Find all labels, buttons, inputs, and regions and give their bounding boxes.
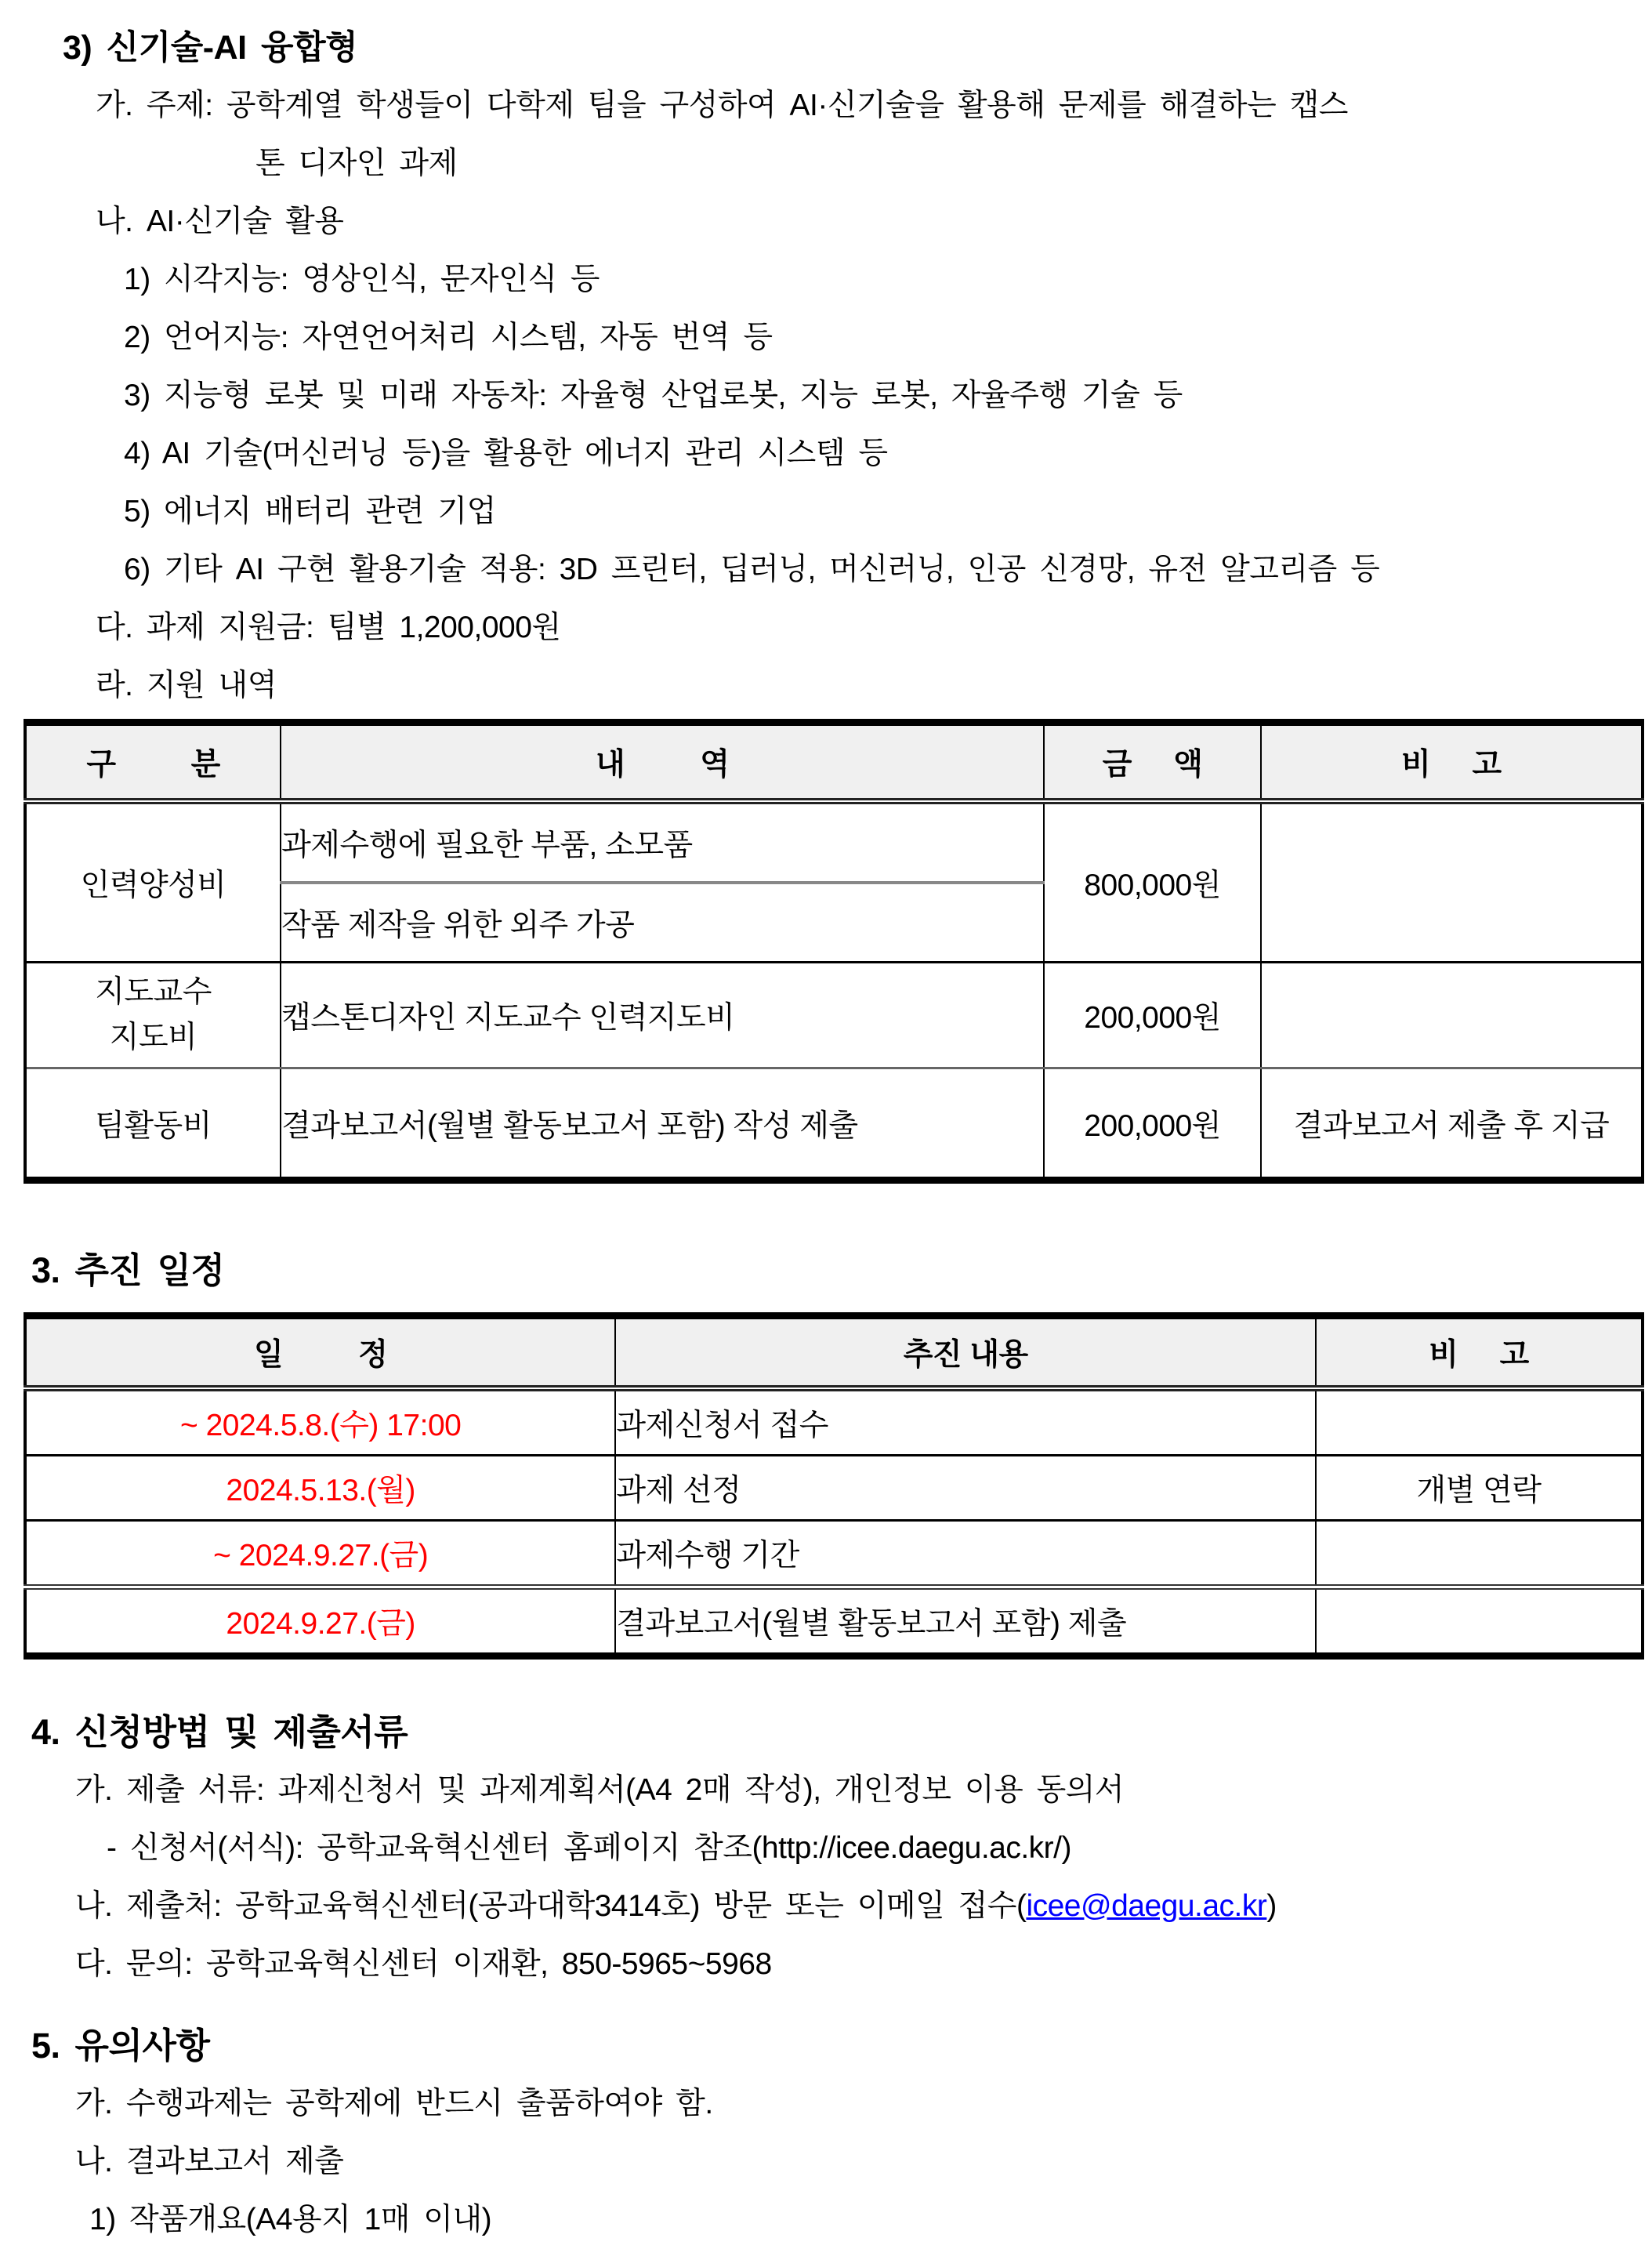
support-table (24, 719, 1644, 1184)
schedule-section-heading: 3. 추진 일정 (31, 1250, 225, 1290)
tech-usage-item-2: 2) 언어지능: 자연언어처리 시스템, 자동 번역 등 (124, 321, 773, 354)
support-row1-note (1261, 801, 1643, 963)
schedule-row2-date: 2024.5.13.(월) (25, 1456, 615, 1521)
apply-line-documents: 가. 제출 서류: 과제신청서 및 과제계획서(A4 2매 작성), 개인정보 이용 동의서 (75, 1773, 1125, 1807)
schedule-table-row (25, 1388, 1643, 1456)
apply-line-form: - 신청서(서식): 공학교육혁신센터 홈페이지 참조(http://icee.daegu.ac.kr/) (107, 1831, 1071, 1865)
notes-line-exhibit: 가. 수행과제는 공학제에 반드시 출품하여야 함. (75, 2087, 713, 2120)
tech-usage-item-3: 3) 지능형 로봇 및 미래 자동차: 자율형 산업로봇, 지능 로봇, 자율주행 기술 등 (124, 379, 1183, 412)
support-row2-note (1261, 963, 1643, 1068)
tech-usage-heading: 나. AI·신기술 활용 (96, 205, 344, 238)
schedule-table-header-row (25, 1316, 1643, 1389)
support-header-note: 비 고 (1261, 723, 1643, 802)
support-row3-amount: 200,000원 (1044, 1068, 1261, 1181)
support-row2-category (25, 963, 281, 1068)
notes-line-report: 나. 결과보고서 제출 (75, 2145, 344, 2178)
tech-topic-line1: 가. 주제: 공학계열 학생들이 다학제 팀을 구성하여 AI·신기술을 활용해 문제를 해결하는 캡스 (96, 89, 1348, 122)
support-row2-detail: 캡스톤디자인 지도교수 인력지도비 (281, 963, 1044, 1068)
support-table-header-row (25, 723, 1643, 802)
schedule-row3-note (1316, 1521, 1643, 1587)
support-header-detail: 내 역 (281, 723, 1044, 802)
schedule-table-row (25, 1456, 1643, 1521)
apply-line-submission-prefix: 나. 제출처: 공학교육혁신센터(공과대학3414호) 방문 또는 이메일 접수( (75, 1889, 1027, 1923)
schedule-header-content: 추진 내용 (615, 1316, 1316, 1389)
apply-line-submission-suffix: ) (1266, 1889, 1277, 1923)
support-row3-note: 결과보고서 제출 후 지급 (1261, 1068, 1643, 1181)
support-table-row (25, 801, 1643, 883)
support-header-amount: 금 액 (1044, 723, 1261, 802)
email-link[interactable]: icee@daegu.ac.kr (1026, 1889, 1267, 1923)
tech-grant-line: 다. 과제 지원금: 팀별 1,200,000원 (96, 611, 561, 644)
schedule-table-row (25, 1587, 1643, 1656)
schedule-row3-date: ~ 2024.9.27.(금) (25, 1521, 615, 1587)
apply-line-submission (75, 1877, 1652, 1935)
tech-usage-item-4: 4) AI 기술(머신러닝 등)을 활용한 에너지 관리 시스템 등 (124, 437, 888, 470)
schedule-row4-content: 결과보고서(월별 활동보고서 포함) 제출 (615, 1587, 1316, 1656)
notes-section-heading: 5. 유의사항 (31, 2026, 210, 2066)
schedule-header-note: 비 고 (1316, 1316, 1643, 1389)
apply-line-contact: 다. 문의: 공학교육혁신센터 이재환, 850-5965~5968 (75, 1947, 772, 1981)
schedule-row1-content: 과제신청서 접수 (615, 1388, 1316, 1456)
schedule-row2-note: 개별 연락 (1316, 1456, 1643, 1521)
support-row3-category: 팀활동비 (25, 1068, 281, 1181)
support-table-row (25, 963, 1643, 1068)
tech-topic-line2: 톤 디자인 과제 (255, 147, 458, 180)
support-row2-amount: 200,000원 (1044, 963, 1261, 1068)
support-row2-category-line2: 지도비 (109, 1021, 197, 1054)
apply-section-heading: 4. 신청방법 및 제출서류 (31, 1712, 408, 1752)
schedule-header-date: 일 정 (25, 1316, 615, 1389)
support-table-row (25, 1068, 1643, 1181)
support-row1-detail-b: 작품 제작을 위한 외주 가공 (281, 883, 1044, 963)
support-row3-detail: 결과보고서(월별 활동보고서 포함) 작성 제출 (281, 1068, 1044, 1181)
support-row1-detail-a: 과제수행에 필요한 부품, 소모품 (281, 801, 1044, 883)
schedule-row1-date: ~ 2024.5.8.(수) 17:00 (25, 1388, 615, 1456)
tech-support-line: 라. 지원 내역 (96, 669, 277, 702)
support-header-category: 구 분 (25, 723, 281, 802)
tech-usage-item-1: 1) 시각지능: 영상인식, 문자인식 등 (124, 263, 600, 296)
support-row1-amount: 800,000원 (1044, 801, 1261, 963)
schedule-table-row (25, 1521, 1643, 1587)
schedule-table (24, 1312, 1644, 1660)
schedule-row3-content: 과제수행 기간 (615, 1521, 1316, 1587)
tech-usage-item-6: 6) 기타 AI 구현 활용기술 적용: 3D 프린터, 딥러닝, 머신러닝, 인공 신경망, 유전 알고리즘 등 (124, 553, 1380, 586)
schedule-row2-content: 과제 선정 (615, 1456, 1316, 1521)
schedule-row4-note (1316, 1587, 1643, 1656)
support-row2-category-line1: 지도교수 (95, 975, 212, 1009)
schedule-row1-note (1316, 1388, 1643, 1456)
support-row1-category: 인력양성비 (25, 801, 281, 963)
tech-section-heading: 3) 신기술-AI 융합형 (63, 29, 358, 67)
schedule-row4-date: 2024.9.27.(금) (25, 1587, 615, 1656)
tech-usage-item-5: 5) 에너지 배터리 관련 기업 (124, 495, 496, 528)
notes-line-overview: 1) 작품개요(A4용지 1매 이내) (89, 2203, 492, 2236)
